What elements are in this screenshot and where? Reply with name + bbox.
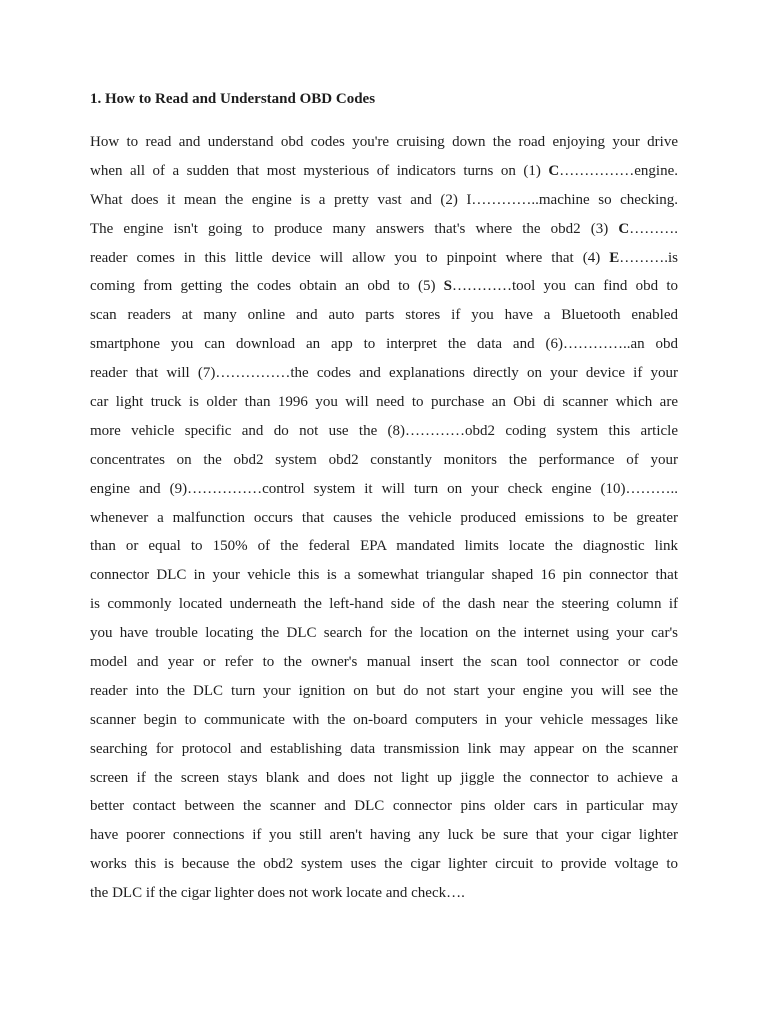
paragraph-line bbox=[90, 735, 678, 764]
line-text: have poorer connections if you still aren't having any luck be sure that your cigar lighter bbox=[90, 827, 678, 844]
paragraph-line bbox=[90, 215, 678, 244]
line-text: ……………engine. bbox=[559, 162, 678, 179]
paragraph-line bbox=[90, 388, 678, 417]
line-text: How to read and understand obd codes you're cruising down the road enjoying your drive bbox=[90, 134, 678, 150]
line-text: more vehicle specific and do not use the (8)…………obd2 coding system this article bbox=[90, 422, 678, 439]
line-text: ………. bbox=[629, 220, 678, 237]
line-text: screen if the screen stays blank and does not light up jiggle the connector to achieve a bbox=[90, 769, 678, 786]
line-text: coming from getting the codes obtain an obd to (5) bbox=[90, 278, 444, 295]
paragraph-line bbox=[90, 359, 678, 388]
line-text: The engine isn't going to produce many answers that's where the obd2 (3) bbox=[90, 220, 619, 237]
paragraph-line bbox=[90, 244, 678, 273]
document-body bbox=[90, 128, 678, 908]
paragraph-line bbox=[90, 417, 678, 446]
paragraph-line bbox=[90, 128, 678, 157]
paragraph-line bbox=[90, 446, 678, 475]
line-text: ……….is bbox=[619, 249, 678, 266]
paragraph-line bbox=[90, 561, 678, 590]
line-text: model and year or refer to the owner's manual insert the scan tool connector or code bbox=[90, 654, 678, 671]
paragraph-line bbox=[90, 475, 678, 504]
line-text: whenever a malfunction occurs that causes the vehicle produced emissions to be greater bbox=[90, 509, 678, 526]
paragraph-line bbox=[90, 504, 678, 533]
paragraph-line bbox=[90, 301, 678, 330]
line-text: reader into the DLC turn your ignition on but do not start your engine you will see the bbox=[90, 682, 678, 699]
paragraph-line bbox=[90, 792, 678, 821]
line-text: when all of a sudden that most mysterious of indicators turns on (1) bbox=[90, 162, 549, 179]
line-text: …………tool you can find obd to bbox=[451, 278, 678, 295]
line-text: car light truck is older than 1996 you will need to purchase an Obi di scanner which are bbox=[90, 394, 678, 411]
paragraph-line bbox=[90, 590, 678, 619]
line-text: searching for protocol and establishing data transmission link may appear on the scanner bbox=[90, 740, 678, 757]
hint-letter: E bbox=[609, 249, 620, 266]
line-text: engine and (9)……………control system it will turn on your check engine (10)……….. bbox=[90, 480, 678, 497]
paragraph-line bbox=[90, 532, 678, 561]
line-text: than or equal to 150% of the federal EPA mandated limits locate the diagnostic link bbox=[90, 538, 678, 555]
line-text: What does it mean the engine is a pretty vast and (2) I…………..machine so checking. bbox=[90, 191, 678, 208]
paragraph-line bbox=[90, 330, 678, 359]
line-text: better contact between the scanner and DLC connector pins older cars in particular may bbox=[90, 798, 678, 815]
line-text: scan readers at many online and auto parts stores if you have a Bluetooth enabled bbox=[90, 307, 678, 324]
paragraph-line bbox=[90, 648, 678, 677]
document-title: 1. How to Read and Understand OBD Codes bbox=[90, 91, 376, 107]
line-text: is commonly located underneath the left-hand side of the dash near the steering column if bbox=[90, 596, 678, 613]
paragraph-line bbox=[90, 272, 678, 301]
paragraph-line bbox=[90, 186, 678, 215]
paragraph-line bbox=[90, 157, 678, 186]
paragraph-line bbox=[90, 821, 678, 850]
line-text: reader that will (7)……………the codes and explanations directly on your device if your bbox=[90, 365, 678, 382]
paragraph-line bbox=[90, 706, 678, 735]
line-text: connector DLC in your vehicle this is a somewhat triangular shaped 16 pin connector that bbox=[90, 567, 678, 584]
line-text: works this is because the obd2 system uses the cigar lighter circuit to provide voltage to bbox=[90, 856, 678, 873]
paragraph-line bbox=[90, 764, 678, 793]
line-text: you have trouble locating the DLC search for the location on the internet using your car's bbox=[90, 625, 678, 642]
line-text: smartphone you can download an app to interpret the data and (6)…………..an obd bbox=[90, 336, 678, 353]
line-text: concentrates on the obd2 system obd2 constantly monitors the performance of your bbox=[90, 451, 678, 468]
hint-letter: C bbox=[548, 162, 560, 179]
paragraph-line bbox=[90, 619, 678, 648]
hint-letter: S bbox=[443, 278, 452, 295]
paragraph-line bbox=[90, 677, 678, 706]
line-text: reader comes in this little device will allow you to pinpoint where that (4) bbox=[90, 249, 610, 266]
hint-letter: C bbox=[618, 220, 630, 237]
paragraph-line bbox=[90, 850, 678, 879]
paragraph-line bbox=[90, 879, 678, 908]
line-text: scanner begin to communicate with the on-board computers in your vehicle messages like bbox=[90, 711, 678, 728]
line-text: the DLC if the cigar lighter does not work locate and check…. bbox=[90, 885, 465, 902]
